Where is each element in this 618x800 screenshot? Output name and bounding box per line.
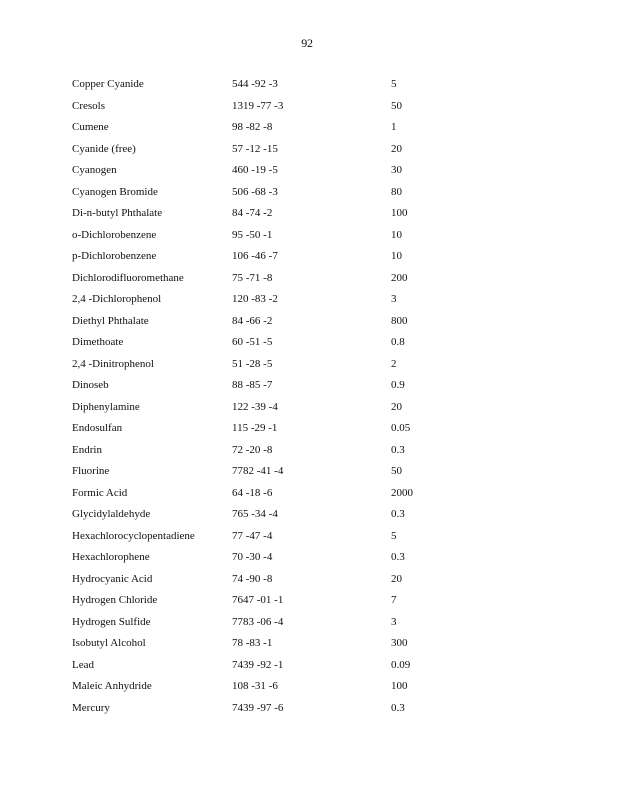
chemical-name: Cresols [72, 99, 105, 112]
cas-number: 70 -30 -4 [232, 551, 273, 563]
limit-value: 5 [391, 529, 397, 542]
table-row [0, 96, 618, 118]
limit-value: 300 [391, 637, 408, 649]
limit-value: 0.3 [391, 443, 405, 456]
table-row [0, 332, 618, 354]
chemical-name: Copper Cyanide [72, 78, 144, 90]
cas-number: 77 -47 -4 [232, 529, 273, 542]
chemical-name: 2,4 -Dichlorophenol [72, 293, 162, 305]
chemical-name: Endosulfan [72, 422, 123, 434]
cas-number: 88 -85 -7 [232, 379, 273, 391]
chemical-name: 2,4 -Dinitrophenol [72, 357, 154, 370]
limit-value: 200 [391, 271, 408, 284]
limit-value: 20 [391, 142, 402, 155]
limit-value: 50 [391, 99, 402, 112]
cas-number: 57 -12 -15 [232, 142, 278, 155]
limit-value: 5 [391, 78, 397, 90]
limit-value: 0.3 [391, 701, 405, 714]
cas-number: 95 -50 -1 [232, 228, 273, 241]
limit-value: 1 [391, 121, 397, 133]
cas-number: 60 -51 -5 [232, 336, 273, 348]
page-number: 92 [301, 36, 313, 50]
table-row [0, 160, 618, 182]
limit-value: 3 [391, 293, 397, 305]
table-row [0, 440, 618, 462]
cas-number: 84 -66 -2 [232, 314, 273, 327]
limit-value: 2 [391, 357, 397, 370]
chemical-name: Lead [72, 658, 94, 671]
cas-number: 74 -90 -8 [232, 572, 273, 585]
cas-number: 7782 -41 -4 [232, 465, 284, 477]
table-row [0, 461, 618, 483]
chemical-name: Dinoseb [72, 379, 109, 391]
table-row [0, 289, 618, 311]
limit-value: 3 [391, 615, 397, 628]
limit-value: 30 [391, 164, 402, 176]
chemical-name: Diphenylamine [72, 400, 140, 413]
limit-value: 50 [391, 465, 402, 477]
cas-number: 84 -74 -2 [232, 207, 273, 219]
chemical-name: Hexachlorophene [72, 551, 150, 563]
chemical-name: Glycidylaldehyde [72, 508, 151, 520]
limit-value: 20 [391, 572, 402, 585]
limit-value: 0.05 [391, 422, 411, 434]
limit-value: 10 [391, 250, 402, 262]
chemical-name: Dimethoate [72, 336, 124, 348]
cas-number: 64 -18 -6 [232, 486, 273, 499]
chemical-name: Hydrogen Sulfide [72, 615, 151, 628]
table-row [0, 418, 618, 440]
limit-value: 7 [391, 594, 397, 606]
cas-number: 1319 -77 -3 [232, 99, 284, 112]
chemical-name: Isobutyl Alcohol [72, 637, 146, 649]
table-row [0, 246, 618, 268]
cas-number: 122 -39 -4 [232, 400, 278, 413]
cas-number: 7647 -01 -1 [232, 594, 284, 606]
chemical-name: Cyanide (free) [72, 142, 136, 155]
chemical-name: p-Dichlorobenzene [72, 250, 157, 262]
chemical-name: Cumene [72, 121, 109, 133]
cas-number: 75 -71 -8 [232, 271, 273, 284]
limit-value: 20 [391, 400, 402, 413]
limit-value: 2000 [391, 486, 413, 499]
limit-value: 0.3 [391, 508, 405, 520]
table-row [0, 526, 618, 548]
limit-value: 800 [391, 314, 408, 327]
cas-number: 7783 -06 -4 [232, 615, 284, 628]
chemical-name: Diethyl Phthalate [72, 314, 149, 327]
chemical-name: Hydrogen Chloride [72, 594, 158, 606]
chemical-table [0, 74, 618, 719]
table-row [0, 655, 618, 677]
cas-number: 72 -20 -8 [232, 443, 273, 456]
table-row [0, 547, 618, 569]
chemical-name: Maleic Anhydride [72, 680, 152, 692]
chemical-name: Cyanogen [72, 164, 117, 176]
table-row [0, 676, 618, 698]
chemical-name: Mercury [72, 701, 110, 714]
cas-number: 544 -92 -3 [232, 78, 278, 90]
table-row [0, 698, 618, 720]
table-row [0, 590, 618, 612]
table-row [0, 225, 618, 247]
table-row [0, 311, 618, 333]
limit-value: 0.8 [391, 336, 405, 348]
chemical-name: Hydrocyanic Acid [72, 572, 153, 585]
cas-number: 78 -83 -1 [232, 637, 273, 649]
table-row [0, 504, 618, 526]
limit-value: 0.09 [391, 658, 411, 671]
cas-number: 460 -19 -5 [232, 164, 278, 176]
chemical-name: Cyanogen Bromide [72, 185, 158, 198]
table-row [0, 268, 618, 290]
limit-value: 100 [391, 680, 408, 692]
table-row [0, 203, 618, 225]
table-row [0, 354, 618, 376]
chemical-name: Formic Acid [72, 486, 128, 499]
table-row [0, 74, 618, 96]
table-row [0, 182, 618, 204]
cas-number: 120 -83 -2 [232, 293, 278, 305]
table-row [0, 397, 618, 419]
cas-number: 506 -68 -3 [232, 185, 278, 198]
cas-number: 115 -29 -1 [232, 422, 278, 434]
limit-value: 80 [391, 185, 402, 198]
limit-value: 0.3 [391, 551, 405, 563]
chemical-name: Endrin [72, 443, 102, 456]
cas-number: 108 -31 -6 [232, 680, 278, 692]
cas-number: 7439 -92 -1 [232, 658, 284, 671]
cas-number: 7439 -97 -6 [232, 701, 284, 714]
table-row [0, 483, 618, 505]
cas-number: 106 -46 -7 [232, 250, 278, 262]
table-row [0, 117, 618, 139]
table-row [0, 569, 618, 591]
chemical-name: Di-n-butyl Phthalate [72, 207, 163, 219]
table-row [0, 139, 618, 161]
limit-value: 0.9 [391, 379, 405, 391]
cas-number: 98 -82 -8 [232, 121, 273, 133]
cas-number: 51 -28 -5 [232, 357, 273, 370]
table-row [0, 633, 618, 655]
chemical-name: o-Dichlorobenzene [72, 228, 157, 241]
limit-value: 100 [391, 207, 408, 219]
table-row [0, 612, 618, 634]
cas-number: 765 -34 -4 [232, 508, 278, 520]
table-row [0, 375, 618, 397]
chemical-name: Dichlorodifluoromethane [72, 271, 184, 284]
chemical-name: Hexachlorocyclopentadiene [72, 529, 195, 542]
chemical-name: Fluorine [72, 465, 110, 477]
limit-value: 10 [391, 228, 402, 241]
